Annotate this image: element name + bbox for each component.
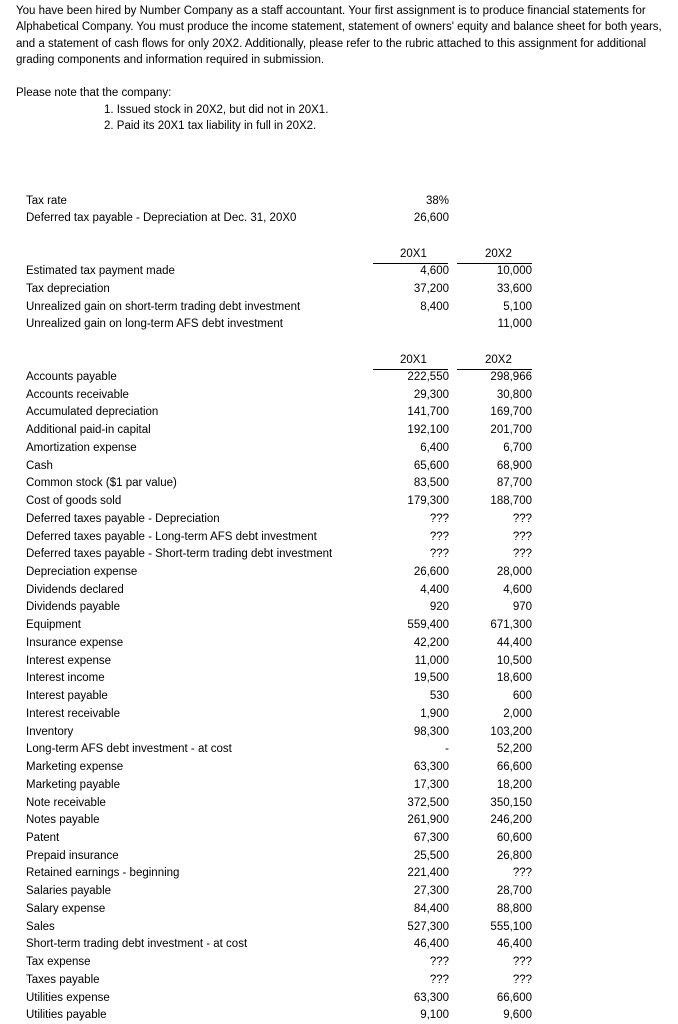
value-20x1: 63,300 <box>413 761 449 774</box>
value-20x2: 28,000 <box>496 566 532 579</box>
table-row <box>0 795 678 812</box>
row-label: Interest payable <box>26 690 108 703</box>
table-row <box>0 617 678 634</box>
tax-rate-row <box>0 193 678 210</box>
row-label: Deferred taxes payable - Depreciation <box>26 512 220 525</box>
table-row <box>0 387 678 404</box>
value-20x2: 600 <box>512 690 532 703</box>
table-row <box>0 706 678 723</box>
value-20x1: - <box>445 743 449 756</box>
value-20x1: 98,300 <box>413 725 449 738</box>
table-row <box>0 812 678 829</box>
row-label: Retained earnings - beginning <box>26 867 180 880</box>
table-row <box>0 741 678 758</box>
table-row <box>0 564 678 581</box>
row-label: Cost of goods sold <box>26 495 122 508</box>
value-20x2: 44,400 <box>496 636 532 649</box>
value-20x2: 555,100 <box>490 920 532 933</box>
value-20x2: 6,700 <box>503 441 532 454</box>
deferred-tax-row <box>0 210 678 227</box>
row-label: Notes payable <box>26 814 100 827</box>
value-20x1: ??? <box>429 973 449 986</box>
row-label: Salary expense <box>26 902 106 915</box>
value-20x1: 65,600 <box>413 459 449 472</box>
value-20x2: 9,600 <box>503 1009 532 1022</box>
row-label: Interest expense <box>26 654 112 667</box>
value-20x2: 350,150 <box>490 796 532 809</box>
row-label: Common stock ($1 par value) <box>26 477 177 490</box>
row-label: Utilities expense <box>26 991 110 1004</box>
table-row <box>0 919 678 936</box>
value-20x1: 4,400 <box>420 583 449 596</box>
row-label: Tax rate <box>26 195 67 207</box>
row-label: Unrealized gain on long-term AFS debt investment <box>26 318 283 331</box>
value-20x1: ??? <box>429 530 449 543</box>
table-row <box>0 475 678 492</box>
row-label: Dividends payable <box>26 601 120 614</box>
value-20x1: 8,400 <box>420 300 449 313</box>
value-20x1: ??? <box>429 512 449 525</box>
value-20x1: 9,100 <box>420 1009 449 1022</box>
value-20x1: 42,200 <box>413 636 449 649</box>
table-row <box>0 458 678 475</box>
row-label: Deferred taxes payable - Long-term AFS debt investment <box>26 530 317 543</box>
value-20x2: 2,000 <box>503 707 532 720</box>
value-20x1: 25,500 <box>413 849 449 862</box>
table-row <box>0 404 678 421</box>
value-20x2: 18,600 <box>496 672 532 685</box>
table-row <box>0 316 678 333</box>
value-20x2: 52,200 <box>496 743 532 756</box>
value-20x1: 27,300 <box>413 885 449 898</box>
table-row <box>0 724 678 741</box>
row-label: Amortization expense <box>26 441 137 454</box>
table-row <box>0 263 678 280</box>
header-label: 20X2 <box>485 354 512 366</box>
table-row <box>0 635 678 652</box>
table-row <box>0 281 678 298</box>
table-row <box>0 901 678 918</box>
value-20x1: 141,700 <box>407 406 449 419</box>
row-label: Accounts receivable <box>26 388 129 401</box>
value-20x2: 246,200 <box>490 814 532 827</box>
table-row <box>0 883 678 900</box>
value-20x1: 4,600 <box>420 265 449 277</box>
value-20x1: 17,300 <box>413 778 449 791</box>
table-row <box>0 582 678 599</box>
value-20x2: 87,700 <box>496 477 532 490</box>
row-label: Interest receivable <box>26 707 120 720</box>
value-20x2: 30,800 <box>496 388 532 401</box>
row-label: Equipment <box>26 619 81 632</box>
table-row <box>0 848 678 865</box>
value-20x1: 11,000 <box>414 654 449 667</box>
value-20x1: 46,400 <box>413 938 449 951</box>
table-row <box>0 759 678 776</box>
table-row <box>0 369 678 386</box>
value-20x1: 19,500 <box>413 672 449 685</box>
table-row <box>0 493 678 510</box>
value-20x1: ??? <box>429 956 449 969</box>
table-row <box>0 299 678 316</box>
value-20x1: 37,200 <box>413 282 449 295</box>
value-20x1: 179,300 <box>407 495 449 508</box>
value-20x1: 222,550 <box>407 371 449 383</box>
value-20x2: 201,700 <box>490 424 532 437</box>
note-heading: Please note that the company: <box>16 87 172 99</box>
row-label: Deferred tax payable - Depreciation at Dec. 31, 20X0 <box>26 212 297 224</box>
value-20x2: 33,600 <box>496 282 532 295</box>
row-label: Marketing expense <box>26 761 124 774</box>
row-label: Tax depreciation <box>26 282 110 295</box>
value-20x2: 66,600 <box>496 761 532 774</box>
row-label: Insurance expense <box>26 636 124 649</box>
row-label: Tax expense <box>26 956 91 969</box>
value-20x1: 527,300 <box>407 920 449 933</box>
value-20x2: ??? <box>512 956 532 969</box>
value-20x2: ??? <box>512 512 532 525</box>
value-20x2: 88,800 <box>496 902 532 915</box>
table-row <box>0 688 678 705</box>
table1-header-20x2 <box>457 246 532 264</box>
value-20x1: 261,900 <box>407 814 449 827</box>
table-row <box>0 422 678 439</box>
value-20x2: 103,200 <box>490 725 532 738</box>
table-row <box>0 865 678 882</box>
value-20x2: ??? <box>512 530 532 543</box>
row-label: Sales <box>26 920 55 933</box>
table-row <box>0 670 678 687</box>
value-20x2: ??? <box>512 867 532 880</box>
row-label: Inventory <box>26 725 74 738</box>
row-label: Long-term AFS debt investment - at cost <box>26 743 232 756</box>
row-label: Interest income <box>26 672 105 685</box>
header-label: 20X1 <box>400 248 427 260</box>
value-20x1: 530 <box>429 690 449 703</box>
row-label: Dividends declared <box>26 583 124 596</box>
row-label: Deferred taxes payable - Short-term trading debt investment <box>26 548 333 561</box>
table-row <box>0 653 678 670</box>
value-20x2: ??? <box>512 548 532 561</box>
table-row <box>0 440 678 457</box>
row-value: 26,600 <box>413 212 449 224</box>
value-20x2: 18,200 <box>496 778 532 791</box>
table-row <box>0 546 678 563</box>
table-row <box>0 599 678 616</box>
value-20x2: 298,966 <box>490 371 532 383</box>
row-label: Depreciation expense <box>26 566 138 579</box>
intro-paragraph: You have been hired by Number Company as a staff accountant. Your first assignment is to produce financial statements for Alphabetical Company. You must produce the income statement, statement of owners' equity and balance sheet for both years, and a statement of cash flows for only 20X2. Additionally, please refer to the rubric attached to this assignment for additional grading components and information required in submission. <box>16 5 662 66</box>
row-label: Estimated tax payment made <box>26 265 175 277</box>
table2-header-20x2 <box>457 352 532 370</box>
value-20x2: 169,700 <box>490 406 532 419</box>
value-20x1: 372,500 <box>407 796 449 809</box>
table-row <box>0 529 678 546</box>
row-label: Prepaid insurance <box>26 849 119 862</box>
value-20x2: 5,100 <box>503 300 532 313</box>
row-label: Note receivable <box>26 796 106 809</box>
value-20x1: 63,300 <box>413 991 449 1004</box>
table2-header-20x1 <box>373 352 448 370</box>
row-value: 38% <box>425 195 449 207</box>
table1-header-20x1 <box>373 246 448 264</box>
table-row <box>0 830 678 847</box>
note-list <box>16 102 328 135</box>
note-item: 2. Paid its 20X1 tax liability in full in 20X2. <box>104 120 317 132</box>
value-20x1: 6,400 <box>420 441 449 454</box>
table-row <box>0 990 678 1007</box>
value-20x2: 28,700 <box>496 885 532 898</box>
value-20x1: ??? <box>429 548 449 561</box>
row-label: Marketing payable <box>26 778 120 791</box>
row-label: Utilities payable <box>26 1009 107 1022</box>
value-20x2: 60,600 <box>496 831 532 844</box>
row-label: Accounts payable <box>26 371 117 383</box>
value-20x2: 671,300 <box>490 619 532 632</box>
note-item: 1. Issued stock in 20X2, but did not in 20X1. <box>104 103 329 116</box>
row-label: Unrealized gain on short-term trading debt investment <box>26 300 301 313</box>
row-label: Accumulated depreciation <box>26 406 159 419</box>
value-20x1: 67,300 <box>413 831 449 844</box>
value-20x2: 10,500 <box>496 654 532 667</box>
value-20x2: 68,900 <box>496 459 532 472</box>
value-20x1: 83,500 <box>413 477 449 490</box>
value-20x2: 188,700 <box>490 495 532 508</box>
value-20x2: ??? <box>512 973 532 986</box>
value-20x1: 192,100 <box>407 424 449 437</box>
row-label: Cash <box>26 459 53 472</box>
table-row <box>0 777 678 794</box>
table-row <box>0 511 678 528</box>
value-20x1: 29,300 <box>413 388 449 401</box>
value-20x2: 4,600 <box>503 583 532 596</box>
table-row <box>0 1007 678 1024</box>
value-20x2: 11,000 <box>497 318 532 331</box>
table-row <box>0 972 678 989</box>
row-label: Short-term trading debt investment - at cost <box>26 938 248 951</box>
header-label: 20X1 <box>400 354 427 366</box>
value-20x1: 221,400 <box>407 867 449 880</box>
value-20x2: 970 <box>512 601 532 614</box>
note-section <box>16 85 328 135</box>
value-20x1: 1,900 <box>420 707 449 720</box>
value-20x2: 10,000 <box>496 265 532 277</box>
table-row <box>0 936 678 953</box>
value-20x2: 26,800 <box>496 849 532 862</box>
value-20x2: 46,400 <box>496 938 532 951</box>
header-label: 20X2 <box>485 248 512 260</box>
row-label: Additional paid-in capital <box>26 424 151 437</box>
value-20x1: 920 <box>429 601 449 614</box>
row-label: Salaries payable <box>26 885 112 898</box>
table-row <box>0 954 678 971</box>
row-label: Taxes payable <box>26 973 100 986</box>
value-20x1: 84,400 <box>413 902 449 915</box>
row-label: Patent <box>26 831 60 844</box>
value-20x1: 559,400 <box>407 619 449 632</box>
value-20x2: 66,600 <box>496 991 532 1004</box>
value-20x1: 26,600 <box>413 566 449 579</box>
